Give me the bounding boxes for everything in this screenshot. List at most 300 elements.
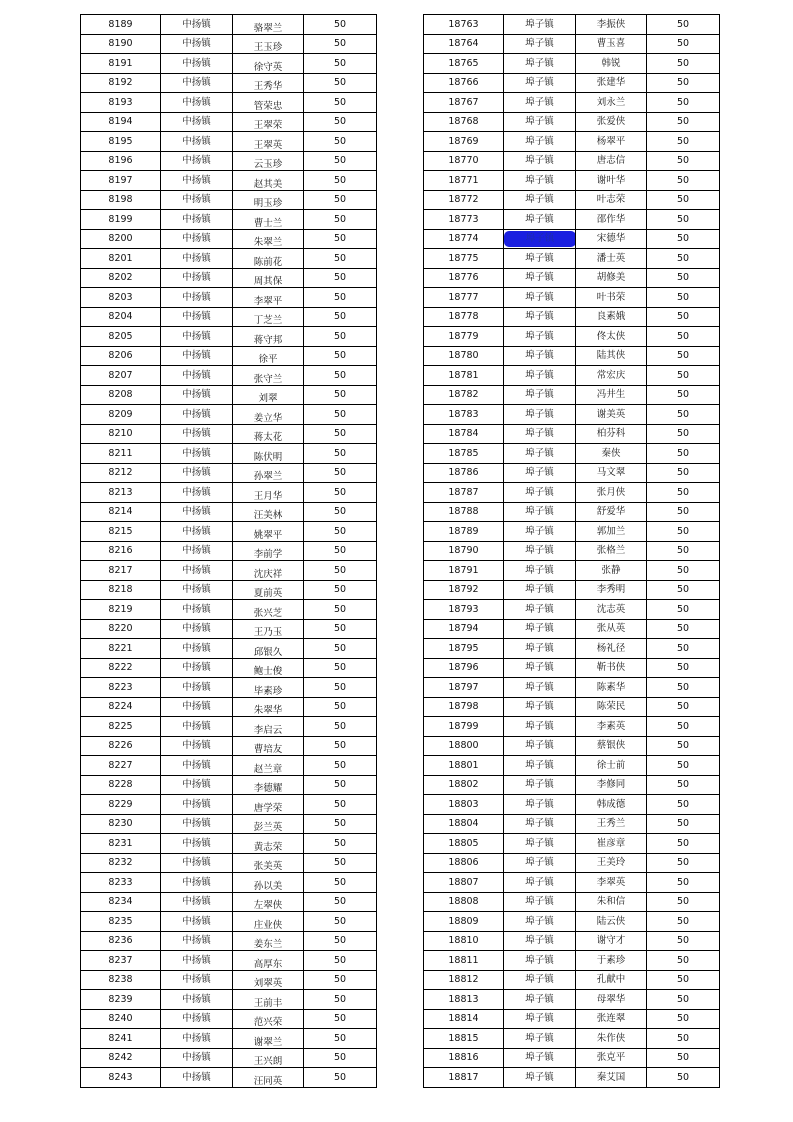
amount-cell[interactable] [647, 736, 720, 756]
record-id-cell[interactable] [81, 151, 161, 171]
record-id-cell[interactable] [424, 1068, 504, 1088]
town-cell[interactable] [161, 444, 233, 464]
amount-cell[interactable] [647, 814, 720, 834]
name-cell[interactable] [576, 1068, 647, 1088]
record-id-cell[interactable] [81, 853, 161, 873]
record-id-cell[interactable] [81, 463, 161, 483]
town-cell[interactable] [504, 678, 576, 698]
amount-cell[interactable] [647, 15, 720, 35]
amount-cell[interactable] [304, 132, 377, 152]
record-id-cell[interactable] [81, 678, 161, 698]
name-cell[interactable] [233, 717, 304, 737]
amount-cell[interactable] [647, 190, 720, 210]
name-cell[interactable] [576, 931, 647, 951]
name-cell[interactable] [233, 210, 304, 230]
amount-cell[interactable] [304, 717, 377, 737]
town-cell[interactable] [161, 366, 233, 386]
name-cell[interactable] [576, 34, 647, 54]
amount-cell[interactable] [647, 73, 720, 93]
record-id-cell[interactable] [424, 795, 504, 815]
amount-cell[interactable] [304, 990, 377, 1010]
record-id-cell[interactable] [424, 190, 504, 210]
name-cell[interactable] [576, 1009, 647, 1029]
amount-cell[interactable] [647, 619, 720, 639]
record-id-cell[interactable] [81, 892, 161, 912]
town-cell[interactable] [504, 424, 576, 444]
name-cell[interactable] [233, 34, 304, 54]
record-id-cell[interactable] [81, 639, 161, 659]
record-id-cell[interactable] [424, 990, 504, 1010]
town-cell[interactable] [504, 1048, 576, 1068]
name-cell[interactable] [233, 385, 304, 405]
town-cell[interactable] [504, 541, 576, 561]
amount-cell[interactable] [304, 1048, 377, 1068]
town-cell[interactable] [161, 541, 233, 561]
town-cell[interactable] [161, 970, 233, 990]
town-cell[interactable] [161, 327, 233, 347]
amount-cell[interactable] [647, 717, 720, 737]
amount-cell[interactable] [304, 483, 377, 503]
town-cell[interactable] [161, 424, 233, 444]
amount-cell[interactable] [647, 853, 720, 873]
amount-cell[interactable] [304, 424, 377, 444]
amount-cell[interactable] [647, 873, 720, 893]
record-id-cell[interactable] [81, 522, 161, 542]
town-cell[interactable] [161, 54, 233, 74]
town-cell[interactable] [161, 561, 233, 581]
record-id-cell[interactable] [81, 132, 161, 152]
amount-cell[interactable] [647, 463, 720, 483]
name-cell[interactable] [233, 756, 304, 776]
record-id-cell[interactable] [81, 502, 161, 522]
record-id-cell[interactable] [424, 210, 504, 230]
name-cell[interactable] [233, 678, 304, 698]
town-cell[interactable] [504, 171, 576, 191]
town-cell[interactable] [504, 268, 576, 288]
name-cell[interactable] [576, 444, 647, 464]
record-id-cell[interactable] [424, 736, 504, 756]
name-cell[interactable] [576, 307, 647, 327]
record-id-cell[interactable] [424, 171, 504, 191]
record-id-cell[interactable] [424, 151, 504, 171]
name-cell[interactable] [233, 658, 304, 678]
amount-cell[interactable] [304, 600, 377, 620]
record-id-cell[interactable] [424, 54, 504, 74]
name-cell[interactable] [576, 190, 647, 210]
name-cell[interactable] [233, 444, 304, 464]
town-cell[interactable] [504, 873, 576, 893]
amount-cell[interactable] [304, 619, 377, 639]
amount-cell[interactable] [647, 307, 720, 327]
name-cell[interactable] [576, 73, 647, 93]
name-cell[interactable] [576, 15, 647, 35]
record-id-cell[interactable] [424, 307, 504, 327]
name-cell[interactable] [576, 327, 647, 347]
name-cell[interactable] [233, 463, 304, 483]
record-id-cell[interactable] [424, 541, 504, 561]
amount-cell[interactable] [304, 580, 377, 600]
amount-cell[interactable] [304, 697, 377, 717]
record-id-cell[interactable] [424, 580, 504, 600]
record-id-cell[interactable] [81, 970, 161, 990]
town-cell[interactable] [161, 795, 233, 815]
amount-cell[interactable] [647, 366, 720, 386]
name-cell[interactable] [576, 873, 647, 893]
name-cell[interactable] [576, 775, 647, 795]
record-id-cell[interactable] [81, 366, 161, 386]
record-id-cell[interactable] [424, 697, 504, 717]
town-cell[interactable] [504, 229, 576, 249]
record-id-cell[interactable] [424, 892, 504, 912]
town-cell[interactable] [161, 1029, 233, 1049]
town-cell[interactable] [161, 73, 233, 93]
amount-cell[interactable] [304, 151, 377, 171]
record-id-cell[interactable] [81, 268, 161, 288]
amount-cell[interactable] [304, 678, 377, 698]
amount-cell[interactable] [304, 249, 377, 269]
amount-cell[interactable] [647, 541, 720, 561]
amount-cell[interactable] [647, 561, 720, 581]
town-cell[interactable] [504, 580, 576, 600]
town-cell[interactable] [504, 834, 576, 854]
town-cell[interactable] [161, 463, 233, 483]
name-cell[interactable] [576, 424, 647, 444]
record-id-cell[interactable] [424, 444, 504, 464]
name-cell[interactable] [576, 756, 647, 776]
amount-cell[interactable] [647, 1048, 720, 1068]
amount-cell[interactable] [647, 405, 720, 425]
name-cell[interactable] [576, 463, 647, 483]
amount-cell[interactable] [647, 151, 720, 171]
name-cell[interactable] [576, 561, 647, 581]
name-cell[interactable] [576, 639, 647, 659]
name-cell[interactable] [233, 736, 304, 756]
name-cell[interactable] [576, 366, 647, 386]
town-cell[interactable] [504, 522, 576, 542]
record-id-cell[interactable] [81, 385, 161, 405]
town-cell[interactable] [504, 210, 576, 230]
amount-cell[interactable] [304, 970, 377, 990]
record-id-cell[interactable] [81, 93, 161, 113]
town-cell[interactable] [161, 151, 233, 171]
town-cell[interactable] [161, 775, 233, 795]
town-cell[interactable] [504, 346, 576, 366]
amount-cell[interactable] [304, 34, 377, 54]
name-cell[interactable] [233, 639, 304, 659]
town-cell[interactable] [161, 697, 233, 717]
amount-cell[interactable] [304, 229, 377, 249]
name-cell[interactable] [233, 73, 304, 93]
amount-cell[interactable] [304, 444, 377, 464]
town-cell[interactable] [504, 483, 576, 503]
name-cell[interactable] [233, 561, 304, 581]
name-cell[interactable] [233, 132, 304, 152]
name-cell[interactable] [576, 970, 647, 990]
record-id-cell[interactable] [81, 990, 161, 1010]
record-id-cell[interactable] [81, 756, 161, 776]
record-id-cell[interactable] [424, 112, 504, 132]
record-id-cell[interactable] [81, 658, 161, 678]
record-id-cell[interactable] [81, 717, 161, 737]
amount-cell[interactable] [304, 951, 377, 971]
town-cell[interactable] [161, 385, 233, 405]
name-cell[interactable] [576, 210, 647, 230]
record-id-cell[interactable] [81, 736, 161, 756]
record-id-cell[interactable] [424, 970, 504, 990]
name-cell[interactable] [233, 112, 304, 132]
town-cell[interactable] [504, 34, 576, 54]
town-cell[interactable] [161, 288, 233, 308]
amount-cell[interactable] [304, 814, 377, 834]
town-cell[interactable] [504, 931, 576, 951]
town-cell[interactable] [161, 190, 233, 210]
amount-cell[interactable] [647, 600, 720, 620]
name-cell[interactable] [233, 795, 304, 815]
town-cell[interactable] [161, 171, 233, 191]
name-cell[interactable] [233, 249, 304, 269]
name-cell[interactable] [233, 54, 304, 74]
amount-cell[interactable] [647, 483, 720, 503]
town-cell[interactable] [504, 132, 576, 152]
town-cell[interactable] [161, 736, 233, 756]
amount-cell[interactable] [304, 327, 377, 347]
amount-cell[interactable] [304, 775, 377, 795]
amount-cell[interactable] [304, 268, 377, 288]
town-cell[interactable] [504, 151, 576, 171]
amount-cell[interactable] [647, 951, 720, 971]
amount-cell[interactable] [304, 1029, 377, 1049]
record-id-cell[interactable] [424, 15, 504, 35]
record-id-cell[interactable] [81, 73, 161, 93]
amount-cell[interactable] [647, 34, 720, 54]
amount-cell[interactable] [304, 73, 377, 93]
record-id-cell[interactable] [81, 834, 161, 854]
name-cell[interactable] [233, 405, 304, 425]
town-cell[interactable] [504, 405, 576, 425]
town-cell[interactable] [161, 307, 233, 327]
name-cell[interactable] [576, 405, 647, 425]
record-id-cell[interactable] [424, 463, 504, 483]
amount-cell[interactable] [647, 970, 720, 990]
name-cell[interactable] [233, 990, 304, 1010]
amount-cell[interactable] [304, 93, 377, 113]
amount-cell[interactable] [647, 912, 720, 932]
name-cell[interactable] [233, 619, 304, 639]
town-cell[interactable] [504, 444, 576, 464]
amount-cell[interactable] [304, 307, 377, 327]
name-cell[interactable] [233, 775, 304, 795]
name-cell[interactable] [233, 171, 304, 191]
name-cell[interactable] [233, 1068, 304, 1088]
record-id-cell[interactable] [424, 853, 504, 873]
town-cell[interactable] [161, 132, 233, 152]
amount-cell[interactable] [304, 15, 377, 35]
record-id-cell[interactable] [424, 385, 504, 405]
record-id-cell[interactable] [81, 307, 161, 327]
name-cell[interactable] [233, 834, 304, 854]
town-cell[interactable] [504, 385, 576, 405]
town-cell[interactable] [504, 327, 576, 347]
record-id-cell[interactable] [81, 288, 161, 308]
amount-cell[interactable] [304, 463, 377, 483]
amount-cell[interactable] [647, 249, 720, 269]
amount-cell[interactable] [304, 385, 377, 405]
name-cell[interactable] [576, 717, 647, 737]
record-id-cell[interactable] [81, 483, 161, 503]
town-cell[interactable] [161, 1068, 233, 1088]
amount-cell[interactable] [304, 892, 377, 912]
name-cell[interactable] [576, 697, 647, 717]
name-cell[interactable] [233, 15, 304, 35]
record-id-cell[interactable] [424, 327, 504, 347]
town-cell[interactable] [161, 34, 233, 54]
record-id-cell[interactable] [424, 756, 504, 776]
record-id-cell[interactable] [81, 210, 161, 230]
name-cell[interactable] [576, 619, 647, 639]
record-id-cell[interactable] [424, 717, 504, 737]
town-cell[interactable] [161, 249, 233, 269]
name-cell[interactable] [233, 268, 304, 288]
town-cell[interactable] [161, 580, 233, 600]
record-id-cell[interactable] [81, 561, 161, 581]
amount-cell[interactable] [304, 931, 377, 951]
town-cell[interactable] [504, 502, 576, 522]
town-cell[interactable] [504, 1009, 576, 1029]
record-id-cell[interactable] [424, 639, 504, 659]
town-cell[interactable] [504, 795, 576, 815]
amount-cell[interactable] [304, 522, 377, 542]
amount-cell[interactable] [647, 834, 720, 854]
name-cell[interactable] [576, 171, 647, 191]
name-cell[interactable] [233, 366, 304, 386]
record-id-cell[interactable] [424, 873, 504, 893]
amount-cell[interactable] [647, 54, 720, 74]
town-cell[interactable] [161, 405, 233, 425]
name-cell[interactable] [233, 814, 304, 834]
record-id-cell[interactable] [81, 931, 161, 951]
amount-cell[interactable] [304, 366, 377, 386]
town-cell[interactable] [504, 658, 576, 678]
amount-cell[interactable] [647, 132, 720, 152]
town-cell[interactable] [504, 775, 576, 795]
record-id-cell[interactable] [424, 522, 504, 542]
name-cell[interactable] [576, 268, 647, 288]
town-cell[interactable] [161, 522, 233, 542]
record-id-cell[interactable] [81, 580, 161, 600]
town-cell[interactable] [161, 1048, 233, 1068]
name-cell[interactable] [576, 951, 647, 971]
amount-cell[interactable] [647, 229, 720, 249]
record-id-cell[interactable] [424, 249, 504, 269]
amount-cell[interactable] [304, 502, 377, 522]
town-cell[interactable] [504, 717, 576, 737]
amount-cell[interactable] [647, 990, 720, 1010]
name-cell[interactable] [233, 288, 304, 308]
record-id-cell[interactable] [81, 229, 161, 249]
name-cell[interactable] [576, 580, 647, 600]
town-cell[interactable] [161, 502, 233, 522]
name-cell[interactable] [233, 580, 304, 600]
town-cell[interactable] [161, 210, 233, 230]
record-id-cell[interactable] [424, 1009, 504, 1029]
amount-cell[interactable] [304, 639, 377, 659]
name-cell[interactable] [233, 951, 304, 971]
record-id-cell[interactable] [81, 1009, 161, 1029]
name-cell[interactable] [576, 132, 647, 152]
amount-cell[interactable] [647, 775, 720, 795]
amount-cell[interactable] [647, 502, 720, 522]
record-id-cell[interactable] [81, 346, 161, 366]
name-cell[interactable] [233, 873, 304, 893]
town-cell[interactable] [504, 366, 576, 386]
record-id-cell[interactable] [81, 249, 161, 269]
record-id-cell[interactable] [424, 424, 504, 444]
amount-cell[interactable] [647, 756, 720, 776]
record-id-cell[interactable] [81, 1048, 161, 1068]
record-id-cell[interactable] [81, 912, 161, 932]
town-cell[interactable] [161, 814, 233, 834]
town-cell[interactable] [161, 112, 233, 132]
town-cell[interactable] [161, 619, 233, 639]
record-id-cell[interactable] [424, 405, 504, 425]
town-cell[interactable] [504, 814, 576, 834]
amount-cell[interactable] [304, 190, 377, 210]
amount-cell[interactable] [647, 892, 720, 912]
name-cell[interactable] [576, 54, 647, 74]
name-cell[interactable] [233, 229, 304, 249]
town-cell[interactable] [504, 54, 576, 74]
name-cell[interactable] [576, 600, 647, 620]
record-id-cell[interactable] [81, 327, 161, 347]
name-cell[interactable] [233, 697, 304, 717]
name-cell[interactable] [233, 892, 304, 912]
record-id-cell[interactable] [81, 424, 161, 444]
record-id-cell[interactable] [81, 775, 161, 795]
amount-cell[interactable] [647, 522, 720, 542]
record-id-cell[interactable] [424, 834, 504, 854]
amount-cell[interactable] [304, 873, 377, 893]
town-cell[interactable] [504, 307, 576, 327]
record-id-cell[interactable] [81, 444, 161, 464]
name-cell[interactable] [233, 502, 304, 522]
name-cell[interactable] [576, 502, 647, 522]
name-cell[interactable] [576, 1048, 647, 1068]
town-cell[interactable] [161, 93, 233, 113]
record-id-cell[interactable] [424, 346, 504, 366]
amount-cell[interactable] [304, 1068, 377, 1088]
record-id-cell[interactable] [424, 93, 504, 113]
town-cell[interactable] [504, 600, 576, 620]
name-cell[interactable] [233, 151, 304, 171]
record-id-cell[interactable] [424, 931, 504, 951]
name-cell[interactable] [576, 990, 647, 1010]
amount-cell[interactable] [647, 658, 720, 678]
amount-cell[interactable] [304, 853, 377, 873]
amount-cell[interactable] [647, 795, 720, 815]
record-id-cell[interactable] [81, 405, 161, 425]
amount-cell[interactable] [647, 580, 720, 600]
record-id-cell[interactable] [424, 73, 504, 93]
town-cell[interactable] [504, 853, 576, 873]
record-id-cell[interactable] [424, 229, 504, 249]
town-cell[interactable] [161, 1009, 233, 1029]
town-cell[interactable] [504, 93, 576, 113]
record-id-cell[interactable] [424, 34, 504, 54]
name-cell[interactable] [233, 190, 304, 210]
record-id-cell[interactable] [81, 541, 161, 561]
record-id-cell[interactable] [424, 658, 504, 678]
record-id-cell[interactable] [81, 697, 161, 717]
